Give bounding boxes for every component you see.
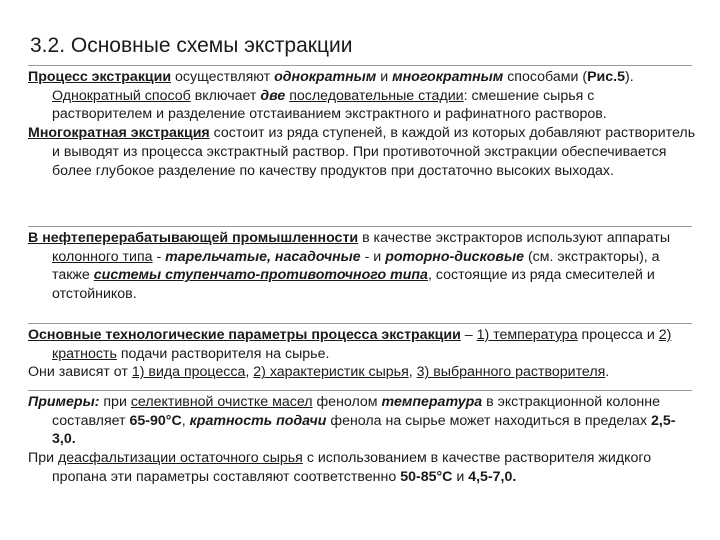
divider bbox=[28, 65, 692, 66]
term: В нефтеперерабатывающей промышленности bbox=[28, 230, 359, 246]
term: Процесс экстракции bbox=[28, 69, 172, 85]
divider bbox=[28, 323, 692, 324]
term: колонного типа bbox=[52, 248, 153, 265]
value: 2,5-3,0. bbox=[52, 412, 676, 448]
term: Однократный способ bbox=[52, 87, 191, 104]
value: 4,5-7,0. bbox=[468, 468, 517, 485]
section-examples bbox=[28, 393, 696, 487]
value: 65-90°С bbox=[129, 412, 182, 429]
term: многократным bbox=[392, 69, 504, 85]
divider bbox=[28, 390, 692, 391]
paragraph-example-phenol: Примеры: при селективной очистке масел фенолом температура в экстракционной колонне составляет 65-90°С, кратность подачи фенола на сырье может находиться в пределах 2,5-3,0. bbox=[28, 394, 676, 448]
term: 3) выбранного растворителя bbox=[416, 364, 606, 381]
term: тарельчатые, насадочные bbox=[165, 248, 361, 265]
term: роторно-дисковые bbox=[385, 248, 525, 265]
paragraph-dependencies: Они зависят от 1) вида процесса, 2) характеристик сырья, 3) выбранного растворителя. bbox=[28, 364, 610, 381]
term: две bbox=[260, 87, 286, 104]
figure-reference: Рис.5 bbox=[587, 69, 625, 85]
paragraph-example-propane: При деасфальтизации остаточного сырья с использованием в качестве растворителя жидкого пропана эти параметры составляют соответственно 50-85°С и 4,5-7,0. bbox=[28, 450, 652, 485]
term: 2) характеристик сырья bbox=[253, 364, 409, 381]
paragraph-parameters: Основные технологические параметры процесса экстракции – 1) температура процесса и 2) кратность подачи растворителя на сырье. bbox=[28, 327, 672, 362]
section-parameters bbox=[28, 326, 696, 382]
section-extraction-methods bbox=[28, 68, 696, 180]
term: однократным bbox=[274, 69, 377, 85]
paragraph-single-stage: Процесс экстракции осуществляют однократным и многократным способами (Рис.5). Однократный способ включает две последовательные стадии: смешение сырья с растворителем и разделение отстаиванием экстрактного и рафинатного растворов. bbox=[28, 69, 634, 123]
page-title: 3.2. Основные схемы экстракции bbox=[30, 34, 353, 57]
term: 1) температура bbox=[476, 327, 578, 343]
term: 2) кратность bbox=[52, 327, 672, 362]
term: Основные технологические параметры процесса экстракции bbox=[28, 327, 461, 343]
term: селективной очистке масел bbox=[130, 394, 313, 410]
term: 1) вида процесса bbox=[131, 364, 246, 381]
term: Примеры: bbox=[28, 394, 100, 410]
paragraph-multi-stage: Многократная экстракция состоит из ряда ступеней, в каждой из которых добавляют растворитель и выводят из процесса экстрактный раствор. При противоточной экстракции обеспечивается более глубокое разделение по качеству продуктов при достаточно высоких выходах. bbox=[28, 125, 696, 179]
term: Многократная экстракция bbox=[28, 125, 210, 142]
term: деасфальтизации остаточного сырья bbox=[57, 450, 303, 467]
term: температура bbox=[381, 394, 483, 410]
value: 50-85°С bbox=[400, 468, 453, 485]
term: системы ступенчато-противоточного типа bbox=[93, 267, 428, 284]
section-equipment bbox=[28, 229, 696, 304]
term: последовательные стадии bbox=[289, 87, 464, 104]
paragraph-extractors: В нефтеперерабатывающей промышленности в качестве экстракторов используют аппараты колонного типа - тарельчатые, насадочные - и роторно-дисковые (см. экстракторы), а также системы ступенчато-противоточного типа, состоящие из ряда смесителей и отстойников. bbox=[28, 230, 671, 303]
term: кратность подачи bbox=[189, 412, 327, 429]
divider bbox=[28, 226, 692, 227]
